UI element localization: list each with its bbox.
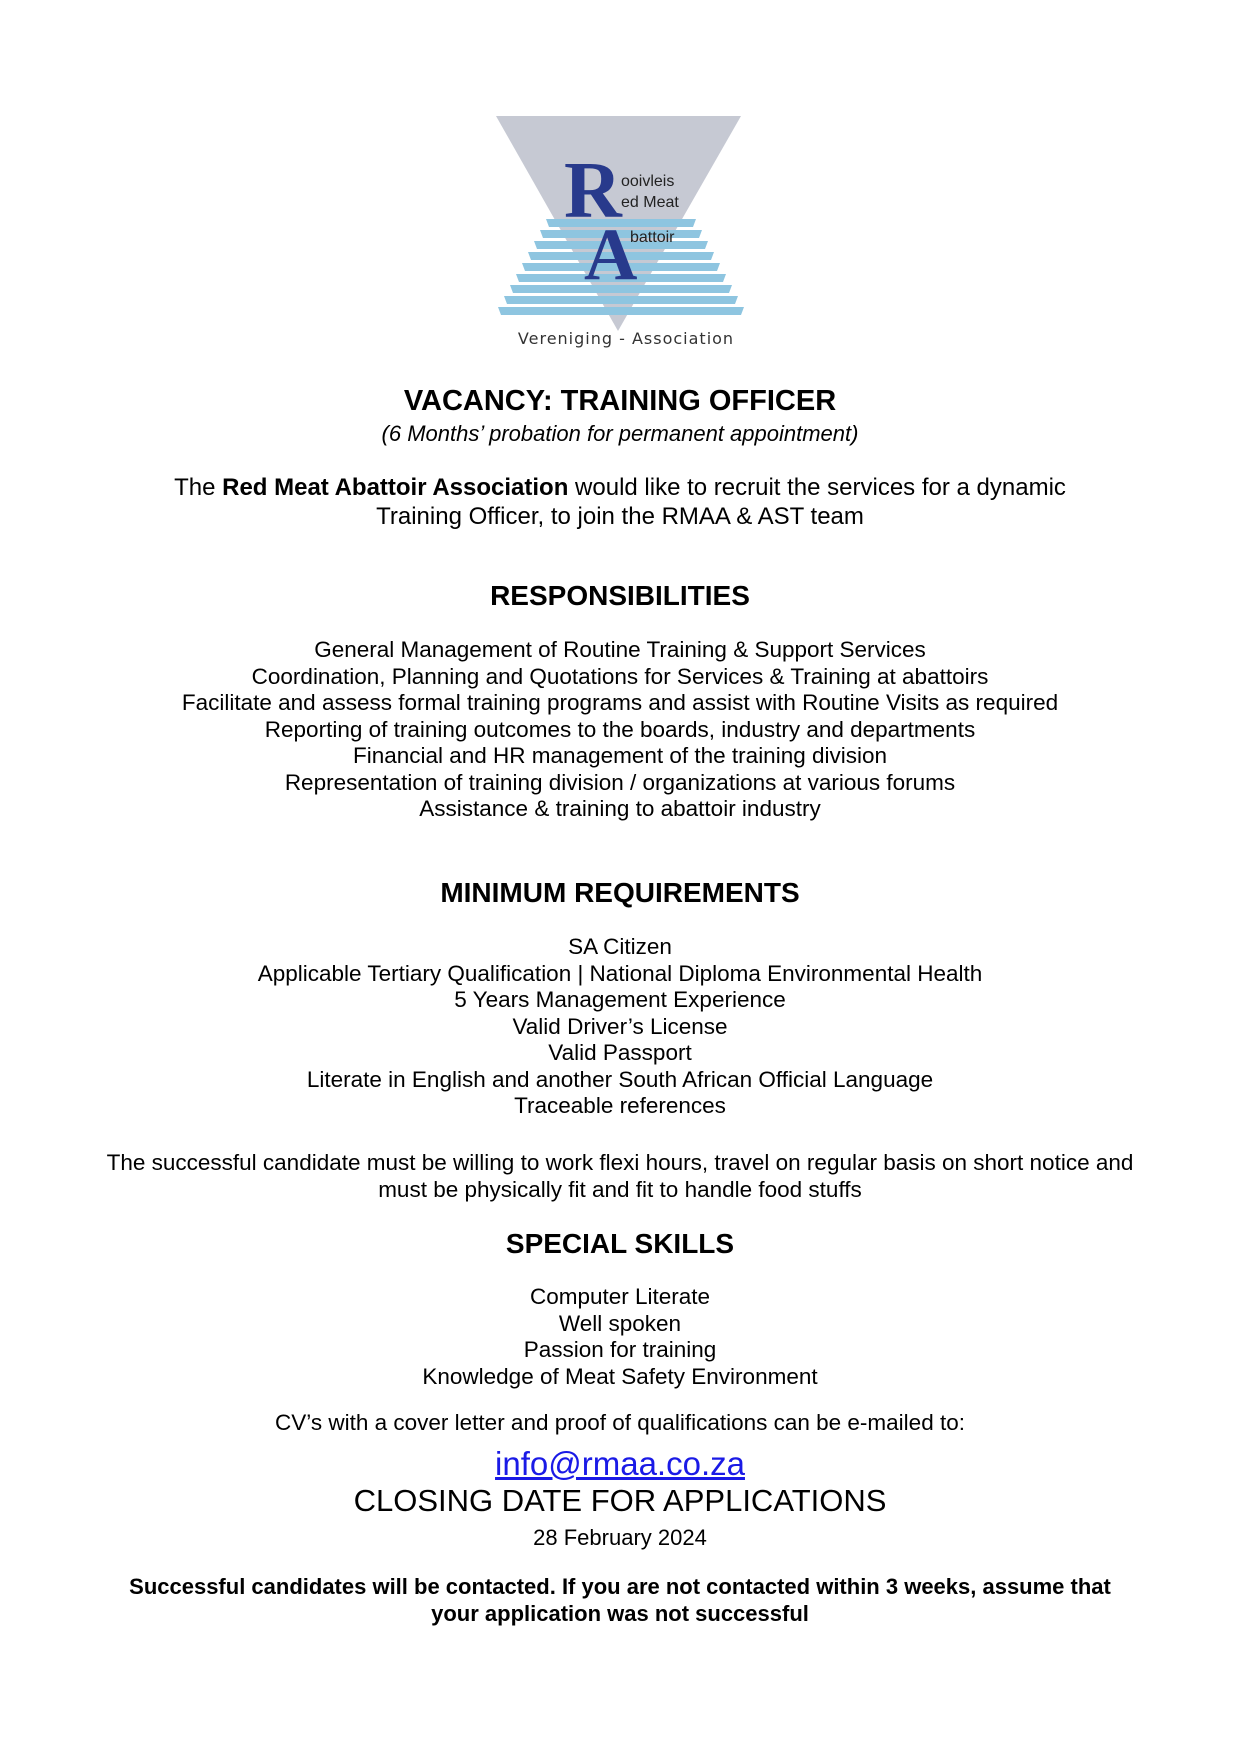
- intro-org-name: Red Meat Abattoir Association: [222, 474, 569, 501]
- list-item: Valid Driver’s License: [512, 1013, 728, 1039]
- logo-tagline: Vereniging - Association: [517, 329, 735, 348]
- responsibilities-list: [0, 637, 1240, 823]
- intro-prefix: The: [174, 474, 223, 501]
- list-item: Traceable references: [514, 1093, 726, 1118]
- page-title: VACANCY: TRAINING OFFICER: [403, 385, 837, 417]
- candidate-note-line-1: The successful candidate must be willing to work flexi hours, travel on regular basis on short notice and: [106, 1150, 1134, 1175]
- list-item: Representation of training division / organizations at various forums: [284, 769, 956, 795]
- contact-instructions: CV’s with a cover letter and proof of qualifications can be e-mailed to:: [275, 1410, 965, 1435]
- list-item: Computer Literate: [529, 1284, 711, 1309]
- footer-note: [0, 1573, 1240, 1627]
- intro-paragraph: [0, 473, 1240, 531]
- list-item: Knowledge of Meat Safety Environment: [422, 1363, 818, 1389]
- email-link[interactable]: info@rmaa.co.za: [495, 1445, 745, 1482]
- skills-list: [0, 1284, 1240, 1390]
- logo-letter-r: R: [564, 147, 622, 235]
- list-item: Financial and HR management of the training division: [352, 743, 888, 768]
- responsibilities-heading: RESPONSIBILITIES: [490, 580, 750, 611]
- list-item: Valid Passport: [548, 1040, 692, 1065]
- candidate-note-line-2: must be physically fit and fit to handle food stuffs: [378, 1176, 862, 1202]
- logo-letter-a: A: [584, 214, 638, 296]
- footer-line-2: your application was not successful: [431, 1601, 809, 1626]
- logo-word-3: battoir: [630, 229, 675, 246]
- list-item: 5 Years Management Experience: [454, 987, 786, 1012]
- requirements-heading: MINIMUM REQUIREMENTS: [440, 877, 800, 908]
- page-subtitle: (6 Months’ probation for permanent appointment): [381, 421, 859, 446]
- list-item: Applicable Tertiary Qualification | National Diploma Environmental Health: [257, 960, 983, 986]
- list-item: Assistance & training to abattoir industry: [419, 796, 821, 821]
- list-item: General Management of Routine Training & Support Services: [314, 637, 926, 662]
- logo-word-2: ed Meat: [621, 194, 679, 211]
- logo-word-1: ooivleis: [621, 173, 675, 190]
- closing-date: 28 February 2024: [533, 1525, 707, 1550]
- list-item: Coordination, Planning and Quotations for Services & Training at abattoirs: [251, 663, 989, 689]
- closing-heading: CLOSING DATE FOR APPLICATIONS: [353, 1483, 887, 1518]
- list-item: Well spoken: [558, 1310, 682, 1336]
- footer-line-1: Successful candidates will be contacted. If you are not contacted within 3 weeks, assume that: [129, 1574, 1111, 1599]
- intro-line-2: Training Officer, to join the RMAA & AST team: [376, 503, 864, 530]
- email-link-wrapper: [0, 1445, 1240, 1483]
- candidate-note: [0, 1150, 1240, 1203]
- list-item: Facilitate and assess formal training programs and assist with Routine Visits as required: [181, 690, 1059, 715]
- list-item: Reporting of training outcomes to the boards, industry and departments: [264, 716, 976, 742]
- list-item: SA Citizen: [568, 934, 672, 959]
- intro-suffix: would like to recruit the services for a dynamic: [568, 474, 1066, 501]
- list-item: Passion for training: [523, 1337, 717, 1362]
- rmaa-logo: [496, 116, 756, 356]
- requirements-list: [0, 934, 1240, 1120]
- list-item: Literate in English and another South African Official Language: [306, 1066, 934, 1092]
- skills-heading: SPECIAL SKILLS: [505, 1228, 735, 1259]
